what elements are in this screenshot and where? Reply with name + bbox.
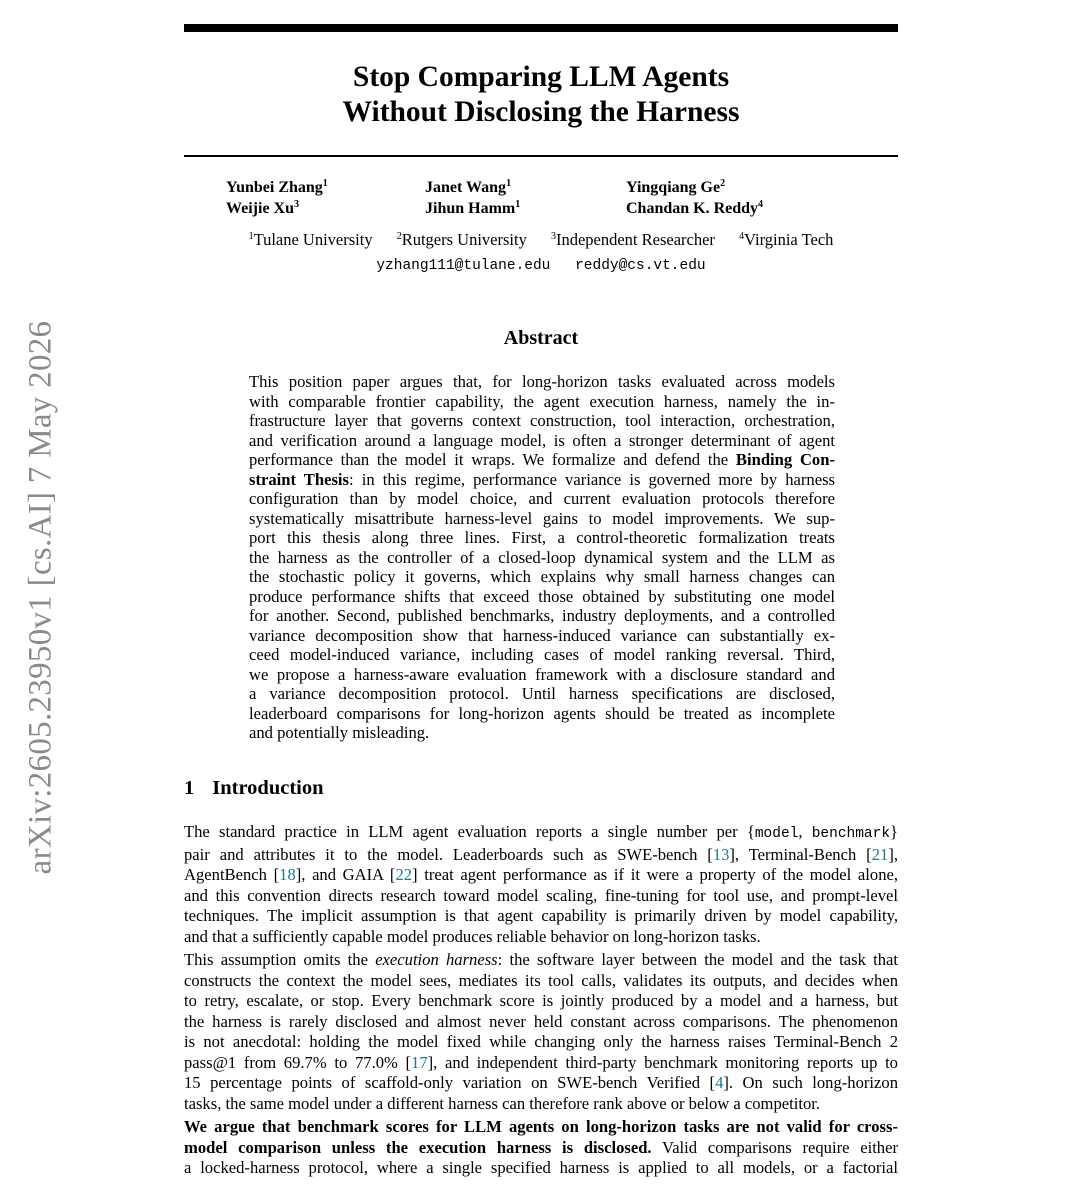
citation-link[interactable]: 13 (712, 844, 730, 864)
abstract-line: ceed model-induced variance, including cases of model ranking reversal. Third, (249, 645, 835, 664)
author-3: Yingqiang Ge$^2$ (626, 178, 726, 196)
abstract-line: variance decomposition show that harness-induced variance can substantially ex- (249, 625, 835, 645)
paragraph-line: model comparison unless the execution harness is disclosed. Valid comparisons require either (184, 1137, 898, 1157)
affiliation-2: $^2$Rutgers University (396, 230, 527, 249)
email-2[interactable]: reddy@cs.vt.edu (575, 258, 706, 274)
paper-title-line-1: Stop Comparing LLM Agents (352, 61, 730, 93)
intro-paragraph-2 (184, 950, 898, 1114)
abstract-line: a variance decomposition protocol. Until harness specifications are disclosed, (249, 684, 835, 703)
abstract-line: This position paper argues that, for long-horizon tasks evaluated across models (249, 372, 835, 391)
citation-link[interactable]: 22 (395, 865, 413, 884)
section-title-text: Introduction (212, 777, 324, 799)
paragraph-line: and this convention directs research toward model scaling, fine-tuning for tool use, and prompt-level (184, 885, 898, 905)
paragraph-line: We argue that benchmark scores for LLM agents on long-horizon tasks are not valid for cross- (184, 1117, 898, 1136)
abstract-line: we propose a harness-aware evaluation framework with a disclosure standard and (249, 664, 835, 684)
arxiv-identifier-stamp (16, 290, 66, 904)
section-number: 1 (184, 777, 195, 799)
intro-paragraph-3 (184, 1117, 898, 1179)
paragraph-line: pass@1 from 69.7% to 77.0% [17], and independent third-party benchmark monitoring reports up to (184, 1052, 898, 1072)
author-emails (184, 258, 898, 274)
paragraph-line: constructs the context the model sees, mediates its tool calls, validates its outputs, and decides when (184, 970, 898, 990)
abstract-line: and potentially misleading. (249, 723, 430, 742)
abstract-body (249, 372, 835, 743)
affiliations (184, 230, 898, 250)
section-heading-introduction (184, 777, 324, 800)
paragraph-line: a locked-harness protocol, where a single specified harness is applied to all models, or a factorial (184, 1158, 898, 1177)
abstract-line: configuration than by model choice, and current evaluation protocols therefore (249, 489, 835, 508)
paragraph-line: pair and attributes it to the model. Leaderboards such as SWE-bench [13], Terminal-Bench [21], (184, 844, 898, 864)
author-1: Yunbei Zhang$^1$ (226, 178, 328, 196)
abstract-line: the stochastic policy it governs, which explains why small harness changes can (249, 567, 835, 586)
email-1[interactable]: yzhang111@tulane.edu (376, 258, 551, 274)
paragraph-line: AgentBench [18], and GAIA [22] treat agent performance as if it were a property of the model alone, (184, 865, 899, 884)
paragraph-line: and that a sufficiently capable model produces reliable behavior on long-horizon tasks. (184, 926, 761, 946)
abstract-heading: Abstract (503, 327, 579, 349)
abstract-line: for another. Second, published benchmarks, industry deployments, and a controlled (249, 606, 835, 625)
paragraph-line: techniques. The implicit assumption is that agent capability is primarily driven by model capability, (184, 906, 898, 925)
paragraph-line: is not anecdotal: holding the model fixed while changing only the harness raises Terminal-Bench 2 (184, 1032, 898, 1051)
abstract-line: leaderboard comparisons for long-horizon agents should be treated as incomplete (249, 703, 835, 723)
affiliation-4: $^4$Virginia Tech (739, 230, 834, 249)
title-top-rule (184, 24, 898, 32)
paper-title-line-2: Without Disclosing the Harness (342, 96, 740, 128)
thesis-name-bold: straint Thesis (249, 469, 349, 489)
paragraph-line: the harness is rarely disclosed and almost never held constant across comparisons. The phenomenon (184, 1011, 898, 1031)
abstract-line: with comparable frontier capability, the agent execution harness, namely the in- (249, 391, 835, 411)
term-execution-harness: execution harness (375, 950, 498, 969)
paragraph-line: to retry, escalate, or stop. Every benchmark score is jointly produced by a model and a harness, but (184, 991, 898, 1010)
abstract-line: the harness as the controller of a closed-loop dynamical system and the LLM as (249, 547, 835, 567)
citation-link[interactable]: 18 (279, 865, 296, 884)
arxiv-identifier-text: arXiv:2605.23950v1 [cs.AI] 7 May 2026 (22, 320, 59, 874)
paper-title (184, 60, 898, 130)
paragraph-line: The standard practice in LLM agent evaluation reports a single number per {model, benchmark} (184, 822, 899, 842)
citation-link[interactable]: 17 (411, 1052, 428, 1072)
author-2: Janet Wang$^1$ (425, 178, 512, 196)
abstract-line: systematically misattribute harness-level gains to model improvements. We sup- (249, 508, 835, 528)
paragraph-line: This assumption omits the execution harness: the software layer between the model and the task that (184, 950, 898, 969)
citation-link[interactable]: 4 (715, 1073, 724, 1092)
abstract-line: frastructure layer that governs context construction, tool interaction, orchestration, (249, 411, 835, 430)
thesis-name-bold: Binding Con- (735, 450, 835, 469)
author-6: Chandan K. Reddy$^4$ (626, 199, 764, 217)
abstract-line: produce performance shifts that exceed those obtained by substituting one model (249, 586, 835, 606)
paragraph-line: 15 percentage points of scaffold-only variation on SWE-bench Verified [4]. On such long-horizon (184, 1073, 898, 1092)
title-bottom-rule (184, 155, 898, 157)
code-model: model (754, 826, 799, 842)
affiliation-1: $^1$Tulane University (248, 230, 373, 249)
abstract-line: straint Thesis: in this regime, performance variance is governed more by harness (249, 469, 836, 489)
abstract-line: performance than the model it wraps. We formalize and defend the Binding Con- (249, 450, 835, 469)
paragraph-line: tasks, the same model under a different harness can therefore rank above or below a competitor. (184, 1093, 821, 1113)
code-benchmark: benchmark (811, 826, 891, 842)
abstract-line: and verification around a language model, is often a stronger determinant of agent (249, 430, 835, 450)
citation-link[interactable]: 21 (871, 844, 889, 864)
intro-paragraph-1 (184, 822, 898, 947)
author-4: Weijie Xu$^3$ (226, 199, 299, 217)
abstract-line: port this thesis along three lines. First, a control-theoretic formalization treats (249, 528, 835, 547)
affiliation-3: $^3$Independent Researcher (550, 230, 715, 249)
author-5: Jihun Hamm$^1$ (425, 199, 521, 217)
